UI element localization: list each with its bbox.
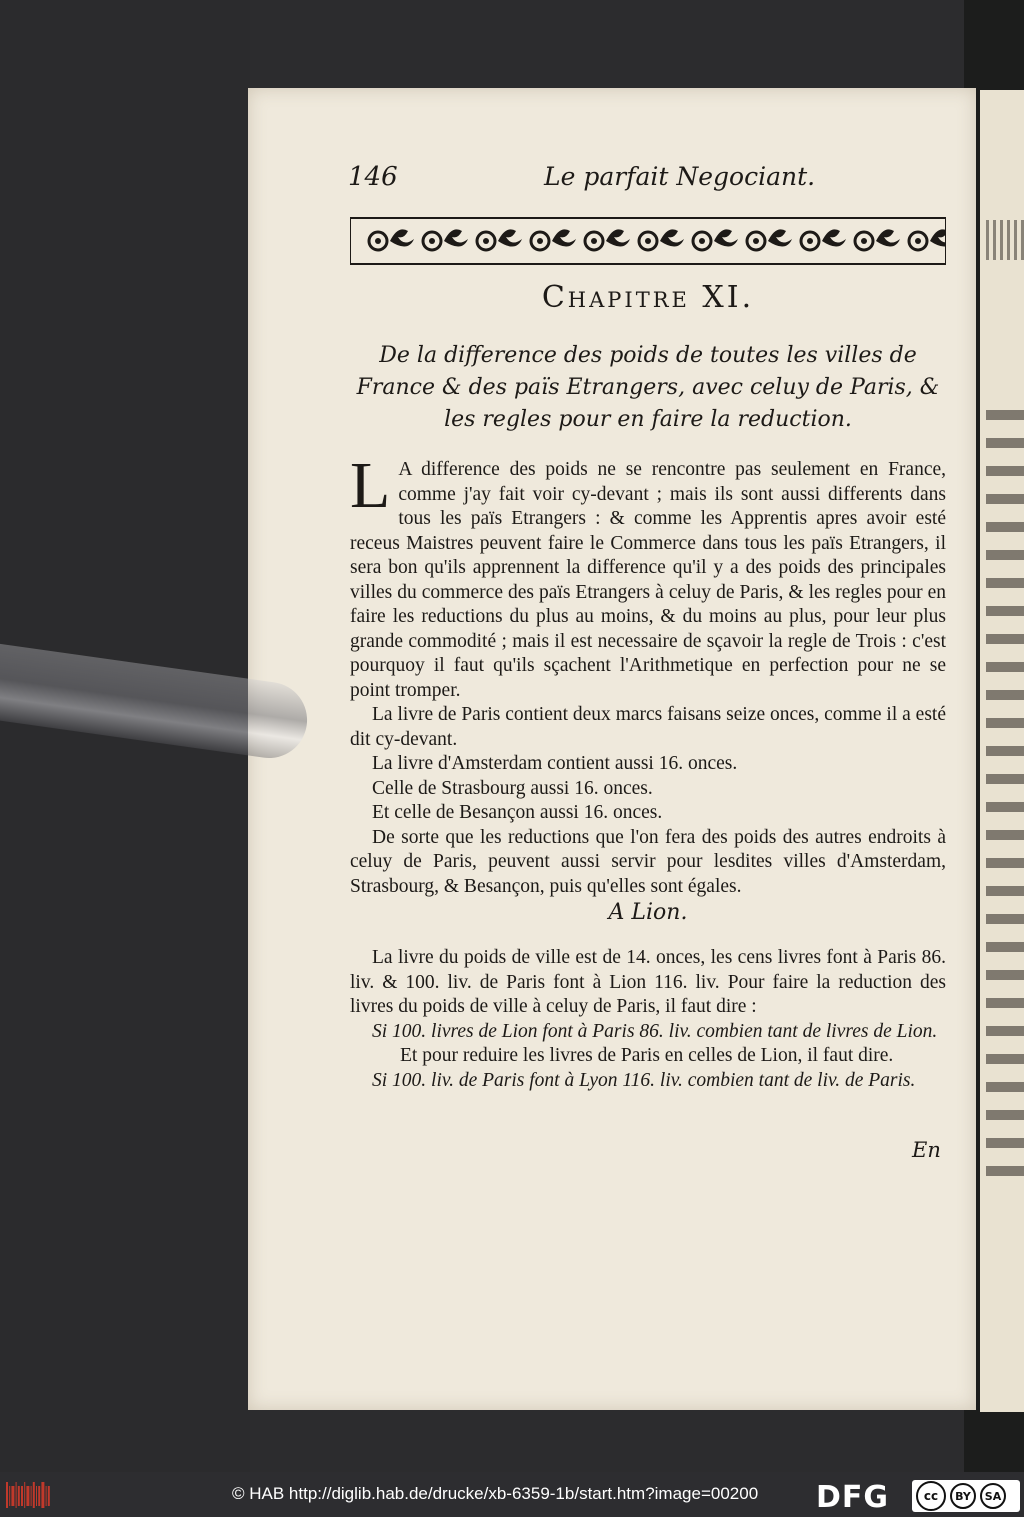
paragraph-paris-to-lion: Et pour reduire les livres de Paris en celles de Lion, il faut dire. [400,1045,894,1066]
paragraph-strasbourg: Celle de Strasbourg aussi 16. onces. [372,777,653,799]
paragraph-conclusion: De sorte que les reductions que l'on fera des poids des autres endroits à celuy de Paris, peuvent aussi servir pour lesdites villes d'Amsterdam, Strasbourg, & Besançon, puis qu'elles sont égales. [350,826,946,897]
chapter-subtitle: De la difference des poids de toutes les villes de France & des païs Etrangers, avec celuy de Paris, & les regles pour en faire la reduction. [356,343,940,432]
by-icon: BY [950,1483,976,1509]
facing-page-ornament [986,220,1024,260]
intro-paragraph [350,449,946,703]
facing-page-edge [980,90,1024,1412]
hab-barcode-logo [6,1480,50,1510]
catchword: En [912,1138,941,1162]
section-heading-lion: A Lion. [608,900,688,925]
dfg-logo: DFG [816,1480,890,1515]
paragraph-besancon: Et celle de Besançon aussi 16. onces. [372,802,663,823]
cc-license-badge[interactable] [912,1480,1020,1512]
rule-paris-to-lyon: Si 100. liv. de Paris font à Lyon 116. liv. combien tant de liv. de Paris. [372,1069,916,1091]
chapter-title: Chapitre XI. [541,280,755,315]
printer-ornament-band [350,212,946,270]
cc-icon: cc [916,1481,946,1511]
paragraph-lion-weight: La livre du poids de ville est de 14. onces, les cens livres font à Paris 86. liv. & 100. liv. de Paris font à Lion 116. liv. Pour faire la reduction des livres du poids de ville à celuy de Paris, il faut dire : [350,947,946,1017]
running-title: Le parfait Negociant. [544,162,816,191]
sa-icon: SA [980,1483,1006,1509]
body-text-lion [350,946,946,1093]
page-number: 146 [348,162,398,192]
viewer-footer [0,1472,1024,1517]
rule-lion-to-paris: Si 100. livres de Lion font à Paris 86. liv. combien tant de livres de Lion. [372,1020,938,1042]
body-text-intro [350,449,946,899]
paragraph-paris: La livre de Paris contient deux marcs faisans seize onces, comme il a esté dit cy-devant. [350,704,946,750]
facing-page-text [986,410,1024,1190]
drop-cap: L [350,449,391,522]
source-credit-link[interactable]: © HAB http://diglib.hab.de/drucke/xb-6359-1b/start.htm?image=00200 [232,1484,759,1503]
intro-text: A difference des poids ne se rencontre pas seulement en France, comme j'ay fait voir cy-devant ; mais ils sont aussi differents dans tous les païs Etrangers : & comme les Apprentis apres avoir esté receus Maistres peuvent faire le Commerce dans tous les païs Etrangers, il sera bon qu'ils apprennent la difference qu'il y a des poids des principales villes du commerce des païs Etrangers à celuy de Paris, & les regles pour en faire les reductions du plus au moins, & du moins au plus, pour leur plus grande commodité ; mais il est necessaire de sçavoir la regle de Trois : c'est pourquoy il faut qu'ils sçachent l'Arithmetique en perfection pour ne se point tromper. [350,459,946,701]
paragraph-amsterdam: La livre d'Amsterdam contient aussi 16. onces. [372,753,738,774]
